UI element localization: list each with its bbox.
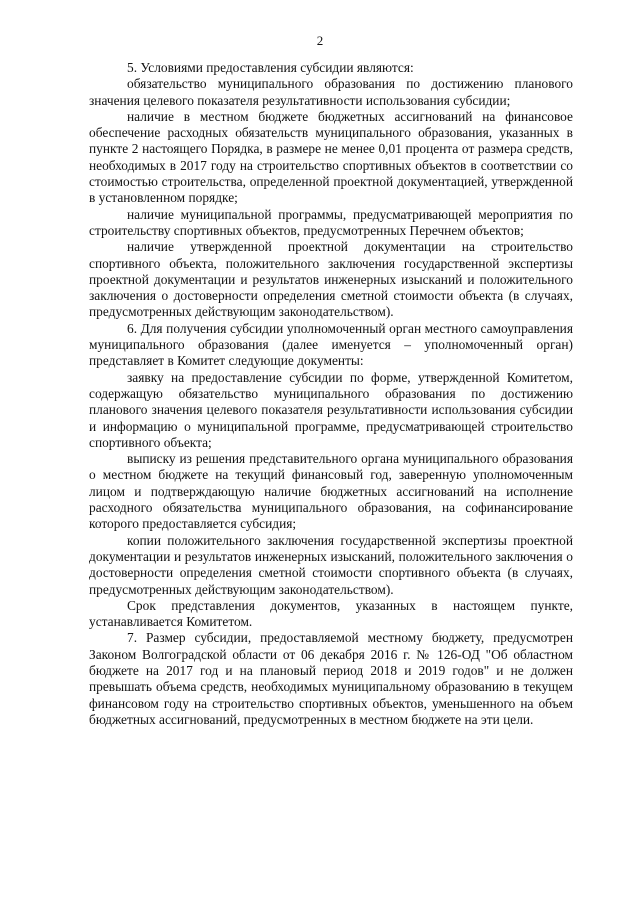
- paragraph-condition-heading: 5. Условиями предоставления субсидии являются:: [127, 60, 414, 75]
- paragraph-budget-allocations: наличие в местном бюджете бюджетных ассигнований на финансовое обеспечение расходных обязательств муниципального образования, указанных в пункте 2 настоящего Порядка, в размере не менее 0,01 процента от размера средств, необходимых в 2017 году на строительство спортивных объектов в соответствии со стоимостью строительства, определенной проектной документацией, утвержденной в установленном порядке;: [89, 108, 573, 206]
- paragraph-budget-extract: выписку из решения представительного органа муниципального образования о местном бюджете на текущий финансовый год, заверенную уполномоченным лицом и подтверждающую наличие бюджетных ассигнований на исполнение расходного обязательства муниципального образования, на софинансирование которого предоставляется субсидия;: [89, 451, 573, 532]
- paragraph-obligation: обязательство муниципального образования по достижению планового значения целевого показателя результативности использования субсидии;: [89, 76, 573, 108]
- paragraph-submission-deadline: Срок представления документов, указанных в настоящем пункте, устанавливается Комитетом.: [89, 597, 573, 630]
- paragraph-section-6: 6. Для получения субсидии уполномоченный орган местного самоуправления муниципального образования (далее именуется – уполномоченный орган) представляет в Комитет следующие документы:: [89, 320, 573, 369]
- paragraph-project-documentation: наличие утвержденной проектной документации на строительство спортивного объекта, положительного заключения государственной экспертизы проектной документации и результатов инженерных изысканий и положительного заключения о достоверности определения сметной стоимости объекта (в случаях, предусмотренных действующим законодательством).: [89, 239, 573, 320]
- page-number: 2: [316, 33, 324, 48]
- paragraph-municipal-program: наличие муниципальной программы, предусматривающей мероприятия по строительству спортивных объектов, предусмотренных Перечнем объектов;: [89, 206, 573, 238]
- paragraph-expertise-copies: копии положительного заключения государственной экспертизы проектной документации и результатов инженерных изысканий, положительного заключения о достоверности определения сметной стоимости спортивного объекта (в случаях, предусмотренных действующим законодательством).: [89, 532, 573, 597]
- document-body: [89, 60, 573, 728]
- paragraph-section-7: 7. Размер субсидии, предоставляемой местному бюджету, предусмотрен Законом Волгоградской области от 06 декабря 2016 г. № 126-ОД "Об областном бюджете на 2017 год и на плановый период 2018 и 2019 годов" и не должен превышать объема средств, необходимых муниципальному образованию в текущем финансовом году на строительство спортивных объектов, уменьшенного на объем бюджетных ассигнований, предусмотренных в местном бюджете на эти цели.: [89, 630, 573, 727]
- paragraph-application: заявку на предоставление субсидии по форме, утвержденной Комитетом, содержащую обязательство муниципального образования по достижению планового значения целевого показателя результативности использования субсидии и информацию о муниципальной программе, предусматривающей строительство спортивного объекта;: [89, 369, 573, 450]
